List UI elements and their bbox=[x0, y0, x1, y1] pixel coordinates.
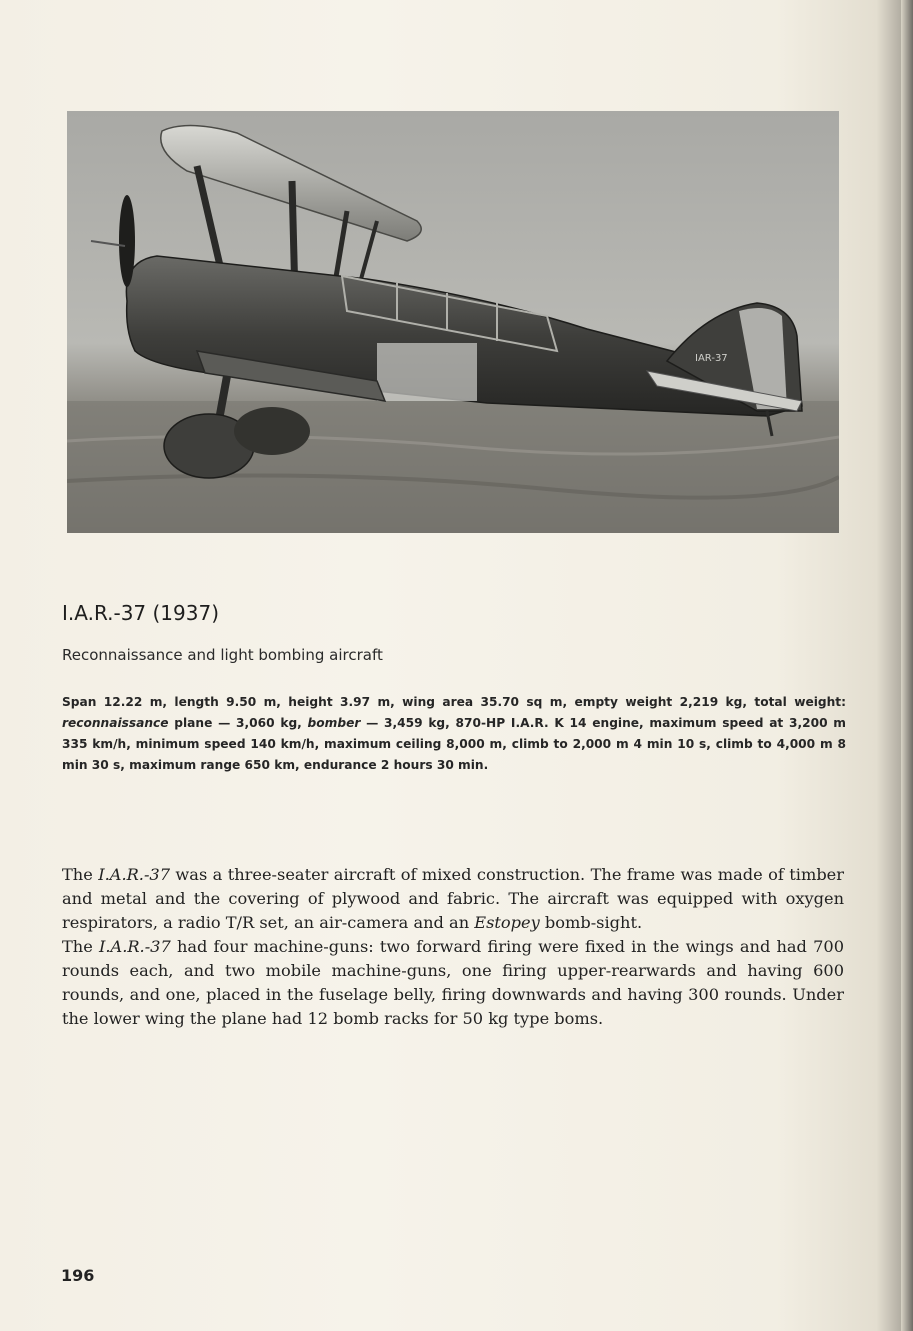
aircraft-title: I.A.R.-37 (1937) bbox=[62, 601, 220, 625]
aircraft-photo bbox=[67, 111, 839, 533]
aircraft-subtitle: Reconnaissance and light bombing aircraft bbox=[62, 646, 383, 664]
description-paragraph-1 bbox=[62, 863, 844, 935]
tail-marking: IAR-37 bbox=[695, 353, 728, 364]
page-gutter-shadow bbox=[901, 0, 913, 1331]
page-number: 196 bbox=[61, 1266, 95, 1285]
specs-text-1: Span 12.22 m, length 9.50 m, height 3.97 m, wing area 35.70 sq m, empty weight 2,219 kg, total weight: bbox=[62, 695, 846, 709]
p2-text-b: had four machine-guns: two forward firing were fixed in the wings and had 700 rounds each, and two mobile machine-guns, one firing upper-rearwards and having 600 rounds, and one, placed in the fuselage belly, firing downwards and having 300 rounds. Under the lower wing the plane had 12 bomb racks for 50 kg type boms. bbox=[62, 937, 844, 1028]
specifications-paragraph bbox=[62, 692, 846, 776]
p1-text-b: was a three-seater aircraft of mixed construction. The frame was made of timber and metal and the covering of plywood and fabric. The aircraft was equipped with oxygen respirators, a radio T/R set, an air-camera and an bbox=[62, 865, 845, 932]
p1-aircraft-name: I.A.R.-37 bbox=[98, 865, 171, 884]
p1-bombsight-name: Estopey bbox=[474, 913, 540, 932]
specs-text-3: — 3,459 kg, 870-HP I.A.R. K 14 engine, maximum speed at 3,200 m 335 km/h, minimum speed 140 km/h, maximum ceiling 8,000 m, climb to 2,000 m 4 min 10 s, climb to 4,000 m 8 min 30 s, maximum range 650 km, endurance 2 hours 30 min. bbox=[62, 716, 846, 772]
specs-emphasis-bomber: bomber bbox=[307, 716, 361, 730]
p2-text-a: The bbox=[62, 937, 99, 956]
description-body bbox=[62, 863, 844, 1031]
p1-text-a: The bbox=[62, 865, 99, 884]
biplane-illustration bbox=[67, 111, 839, 533]
description-paragraph-2 bbox=[62, 935, 844, 1031]
p2-aircraft-name: I.A.R.-37 bbox=[98, 937, 171, 956]
specs-text-2: plane — 3,060 kg, bbox=[168, 716, 308, 730]
p1-text-c: bomb-sight. bbox=[539, 913, 643, 932]
specs-emphasis-reconnaissance: reconnaissance bbox=[62, 716, 169, 730]
